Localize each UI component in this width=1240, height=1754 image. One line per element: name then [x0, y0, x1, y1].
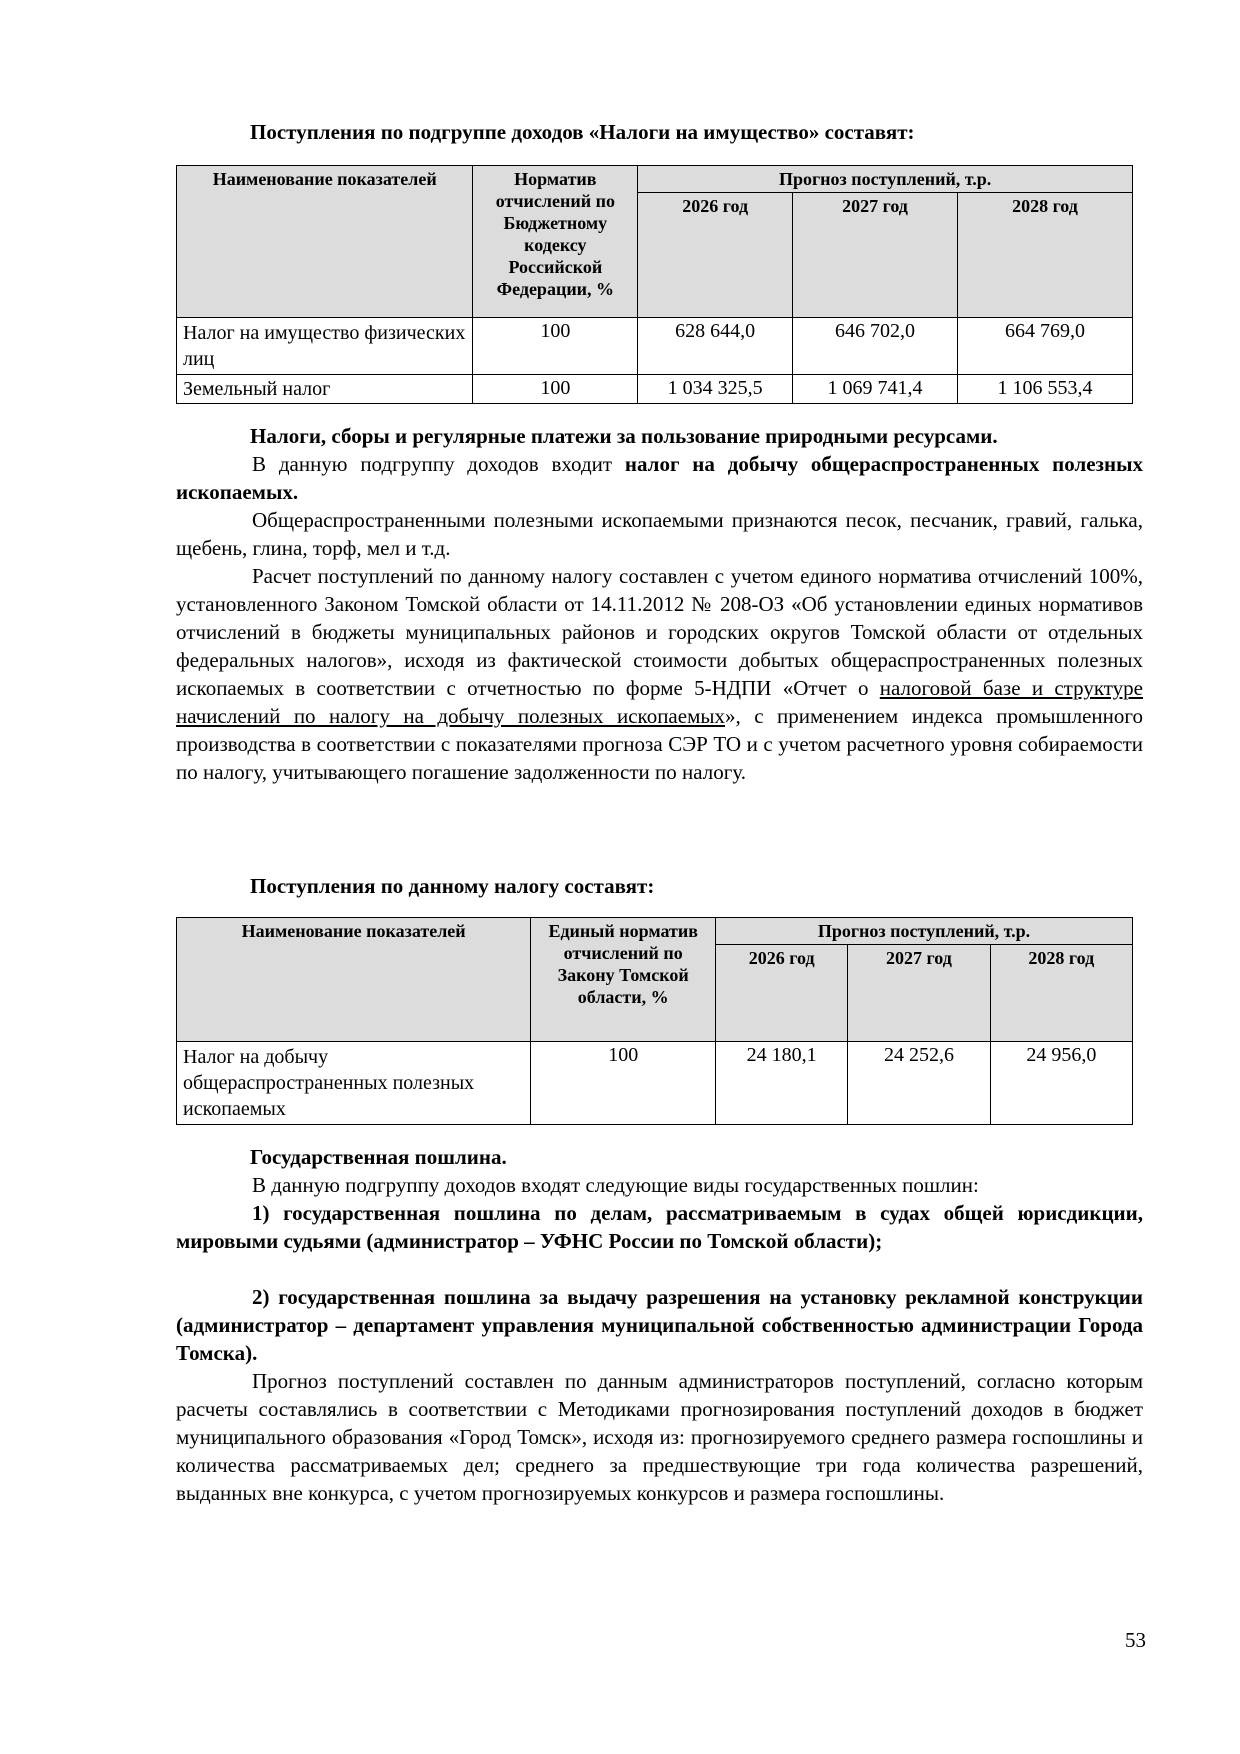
row-value: 646 702,0	[793, 318, 958, 375]
table2-header-forecast: Прогноз поступлений, т.р.	[716, 918, 1133, 945]
row-value: 1 106 553,4	[957, 375, 1132, 404]
row-name: Налог на имущество физических лиц	[177, 318, 473, 375]
page-number: 53	[1125, 1628, 1146, 1652]
table2-header-year: 2026 год	[716, 945, 848, 1042]
section3-heading: Поступления по данному налогу составят:	[250, 874, 655, 898]
section1-heading: Поступления по подгруппе доходов «Налоги на имущество» составят:	[250, 120, 915, 144]
row-value: 664 769,0	[957, 318, 1132, 375]
table-row	[177, 1042, 1133, 1125]
section2-heading: Налоги, сборы и регулярные платежи за пользование природными ресурсами.	[250, 424, 998, 448]
table1-header-year: 2026 год	[638, 193, 793, 318]
section4-paragraph2: Прогноз поступлений составлен по данным администраторов поступлений, согласно которым расчеты составлялись в соответствии с Методиками прогнозирования поступлений доходов в бюджет муниципального образования «Город Томск», исходя из: прогнозируемого среднего размера госпошлины и количества рассматриваемых дел; среднего за предшествующие три года количества разрешений, выданных вне конкурса, с учетом прогнозируемых конкурсов и размера госпошлины.	[176, 1369, 1143, 1505]
mineral-tax-table	[176, 917, 1133, 1125]
row-norm: 100	[473, 375, 638, 404]
section2-paragraph1: В данную подгруппу доходов входит налог на добычу общераспространенных полезных ископаемых.	[176, 452, 1143, 504]
table-row	[177, 375, 1133, 404]
table2-header-year: 2028 год	[990, 945, 1132, 1042]
section4-item2: 2) государственная пошлина за выдачу разрешения на установку рекламной конструкции (администратор – департамент управления муниципальной собственностью администрации Города Томска).	[176, 1285, 1143, 1365]
row-value: 628 644,0	[638, 318, 793, 375]
section4-paragraph1: В данную подгруппу доходов входят следующие виды государственных пошлин:	[252, 1173, 979, 1197]
section2-paragraph3: Расчет поступлений по данному налогу составлен с учетом единого норматива отчислений 100%, установленного Законом Томской области от 14.11.2012 № 208-ОЗ «Об установлении единых нормативов отчислений в бюджеты муниципальных районов и городских округов Томской области от отдельных федеральных налогов», исходя из фактической стоимости добытых общераспространенных полезных ископаемых в соответствии с отчетностью по форме 5-НДПИ «Отчет о налоговой базе и структуре начислений по налогу на добычу полезных ископаемых», с применением индекса промышленного производства в соответствии с показателями прогноза СЭР ТО и с учетом расчетного уровня собираемости по налогу, учитывающего погашение задолженности по налогу.	[176, 564, 1143, 784]
property-tax-table	[176, 165, 1133, 404]
table1-header-name: Наименование показателей	[177, 166, 473, 318]
row-value: 1 034 325,5	[638, 375, 793, 404]
row-name: Налог на добычу общераспространенных полезных ископаемых	[177, 1042, 531, 1125]
underlined-report-title: налоговой базе и структуре начислений по налогу на добычу полезных ископаемых	[176, 676, 1143, 728]
table2-header-year: 2027 год	[848, 945, 990, 1042]
row-name: Земельный налог	[177, 375, 473, 404]
section4-heading: Государственная пошлина.	[250, 1145, 507, 1169]
table1-header-year: 2028 год	[957, 193, 1132, 318]
row-norm: 100	[531, 1042, 716, 1125]
table1-header-year: 2027 год	[793, 193, 958, 318]
row-norm: 100	[473, 318, 638, 375]
table2-header-norm: Единый норматив отчислений по Закону Томской области, %	[531, 918, 716, 1042]
section4-item1: 1) государственная пошлина по делам, рассматриваемым в судах общей юрисдикции, мировыми судьями (администратор – УФНС России по Томской области);	[176, 1201, 1143, 1253]
table-row	[177, 318, 1133, 375]
row-value: 1 069 741,4	[793, 375, 958, 404]
table1-header-forecast: Прогноз поступлений, т.р.	[638, 166, 1133, 193]
table1-header-norm: Норматив отчислений по Бюджетному кодексу Российской Федерации, %	[473, 166, 638, 318]
row-value: 24 956,0	[990, 1042, 1132, 1125]
row-value: 24 252,6	[848, 1042, 990, 1125]
row-value: 24 180,1	[716, 1042, 848, 1125]
section2-paragraph2: Общераспространенными полезными ископаемыми признаются песок, песчаник, гравий, галька, щебень, глина, торф, мел и т.д.	[176, 508, 1143, 560]
table2-header-name: Наименование показателей	[177, 918, 531, 1042]
